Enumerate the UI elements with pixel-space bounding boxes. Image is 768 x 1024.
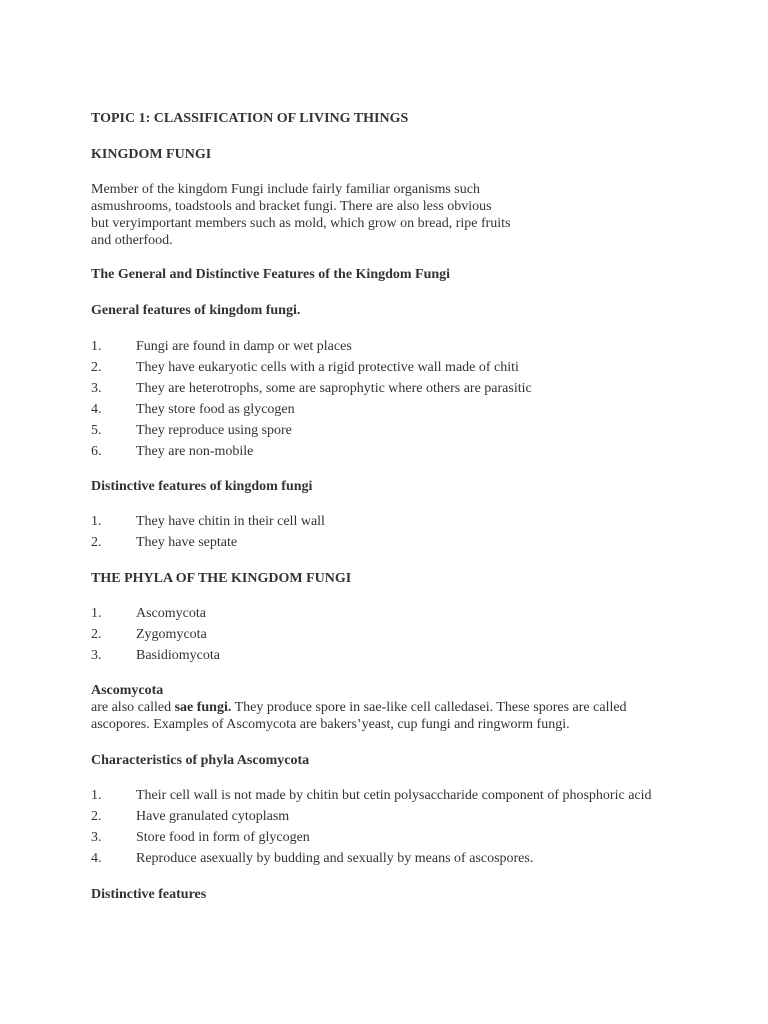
distinctive-features-heading: Distinctive features xyxy=(91,887,207,902)
list-item: 1. Their cell wall is not made by chitin but cetin polysaccharide component of phosphoric acid xyxy=(91,788,652,803)
list-item: 4. Reproduce asexually by budding and sexually by means of ascospores. xyxy=(91,851,534,866)
list-item: 1. Ascomycota xyxy=(91,606,206,621)
list-item: 3. Basidiomycota xyxy=(91,648,220,663)
characteristics-heading: Characteristics of phyla Ascomycota xyxy=(91,753,310,768)
list-item: 2. They have septate xyxy=(91,535,238,550)
distinctive-list xyxy=(91,511,325,553)
list-item: 3. Store food in form of glycogen xyxy=(91,830,310,845)
intro-line: asmushrooms, toadstools and bracket fungi. There are also less obvious xyxy=(91,199,492,214)
list-item: 2. Zygomycota xyxy=(91,627,207,642)
intro-line: and otherfood. xyxy=(91,233,173,248)
general-features-list xyxy=(91,336,532,462)
ascomycota-line: ascopores. Examples of Ascomycota are bakers’yeast, cup fungi and ringworm fungi. xyxy=(91,717,570,732)
list-item: 3. They are heterotrophs, some are saprophytic where others are parasitic xyxy=(91,381,532,396)
list-item: 1. They have chitin in their cell wall xyxy=(91,514,325,529)
ascomycota-paragraph xyxy=(91,699,627,733)
phyla-list xyxy=(91,603,220,666)
intro-line: but veryimportant members such as mold, which grow on bread, ripe fruits xyxy=(91,216,511,231)
features-heading: The General and Distinctive Features of the Kingdom Fungi xyxy=(91,267,451,282)
distinctive-heading: Distinctive features of kingdom fungi xyxy=(91,479,313,494)
list-item: 6. They are non-mobile xyxy=(91,444,254,459)
intro-paragraph xyxy=(91,181,511,249)
ascomycota-heading: Ascomycota xyxy=(91,683,164,698)
characteristics-list xyxy=(91,785,652,869)
phyla-heading: THE PHYLA OF THE KINGDOM FUNGI xyxy=(91,571,352,586)
list-item: 5. They reproduce using spore xyxy=(91,423,292,438)
intro-line: Member of the kingdom Fungi include fairly familiar organisms such xyxy=(91,182,480,197)
ascomycota-line: are also called sae fungi. They produce spore in sae-like cell calledasei. These spores are called xyxy=(91,700,627,715)
list-item: 2. They have eukaryotic cells with a rigid protective wall made of chiti xyxy=(91,360,519,375)
list-item: 4. They store food as glycogen xyxy=(91,402,295,417)
list-item: 1. Fungi are found in damp or wet places xyxy=(91,339,352,354)
list-item: 2. Have granulated cytoplasm xyxy=(91,809,290,824)
topic-title: TOPIC 1: CLASSIFICATION OF LIVING THINGS xyxy=(91,111,409,126)
kingdom-title: KINGDOM FUNGI xyxy=(91,147,212,162)
general-features-heading: General features of kingdom fungi. xyxy=(91,303,301,318)
bold-term: sae fungi. xyxy=(174,700,232,715)
